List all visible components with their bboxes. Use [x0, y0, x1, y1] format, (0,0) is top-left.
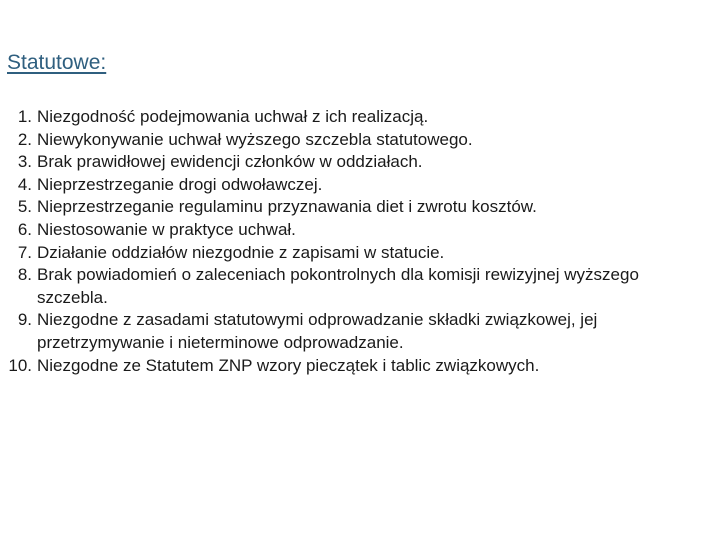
list-item-number: 7. [17, 242, 32, 262]
list-item-number: 8. [17, 265, 32, 285]
list-item [0, 264, 712, 309]
list-item-text: Brak powiadomień o zaleceniach pokontrolnych dla komisji rewizyjnej wyższego szczebla. [37, 265, 639, 307]
list-item-number: 2. [17, 129, 32, 149]
list-item [0, 309, 712, 354]
list-item-text: Niestosowanie w praktyce uchwał. [37, 219, 296, 239]
list-item-number: 4. [17, 174, 32, 194]
list-item-text: Niezgodność podejmowania uchwał z ich realizacją. [37, 107, 429, 126]
list-item-number: 6. [17, 219, 32, 239]
list-item [0, 242, 712, 265]
list-item-text: Niewykonywanie uchwał wyższego szczebla statutowego. [37, 129, 473, 149]
list-item [0, 129, 712, 152]
list-item-text: Brak prawidłowej ewidencji członków w oddziałach. [37, 152, 423, 172]
list-item-number: 1. [17, 107, 32, 126]
list-item-text: Nieprzestrzeganie drogi odwoławczej. [37, 174, 323, 194]
list-item [0, 355, 712, 378]
list-item [0, 174, 712, 197]
list-item-text: Nieprzestrzeganie regulaminu przyznawania diet i zwrotu kosztów. [37, 197, 537, 217]
list-item [0, 196, 712, 219]
numbered-list [0, 106, 712, 377]
list-item [0, 106, 712, 129]
list-item [0, 219, 712, 242]
list-item [0, 151, 712, 174]
list-item-number: 3. [17, 152, 32, 172]
list-item-number: 5. [17, 197, 32, 217]
list-item-text: Niezgodne ze Statutem ZNP wzory pieczątek i tablic związkowych. [37, 355, 540, 375]
list-item-text: Działanie oddziałów niezgodnie z zapisami w statucie. [37, 242, 445, 262]
page-title: Statutowe: [7, 51, 107, 74]
list-item-number: 10. [8, 355, 32, 375]
list-item-text: Niezgodne z zasadami statutowymi odprowadzanie składki związkowej, jej przetrzymywanie i nieterminowe odprowadzanie. [37, 310, 598, 352]
list-item-number: 9. [17, 310, 32, 330]
